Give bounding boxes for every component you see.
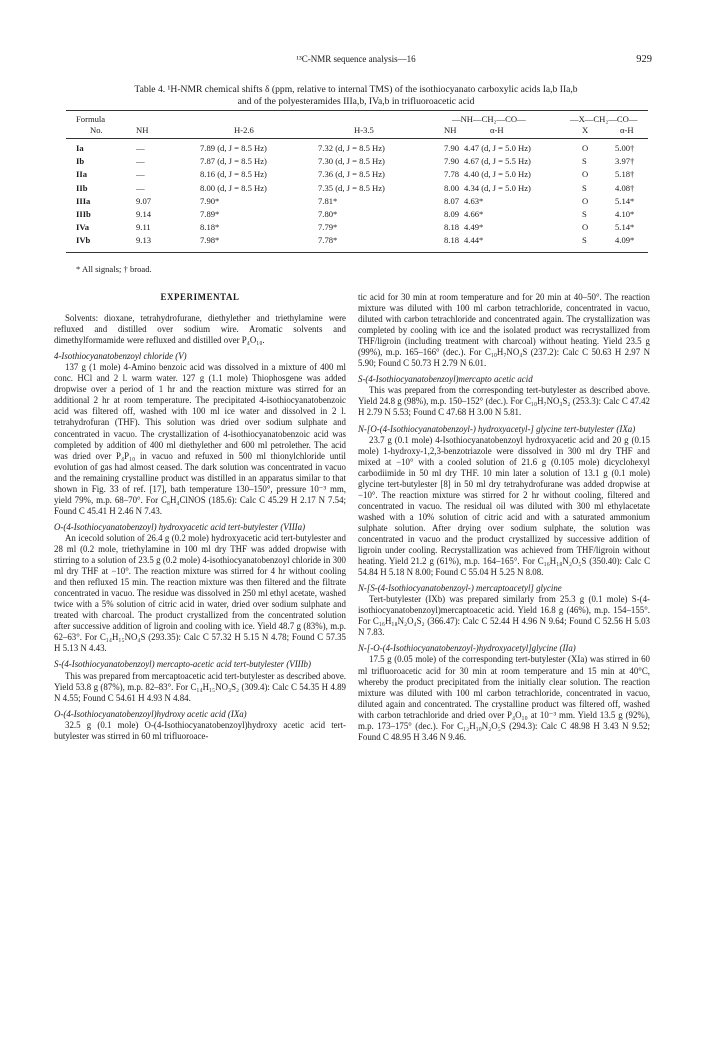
table-cell-no: IIIa bbox=[76, 195, 91, 206]
table-cell-h35: 7.81* bbox=[318, 195, 338, 206]
table-cell-nh2: 8.00 bbox=[444, 182, 460, 193]
table-cell-ah: 4.40 (d, J = 5.0 Hz) bbox=[464, 169, 531, 180]
table-footnote: * All signals; † broad. bbox=[76, 264, 152, 274]
table-header-rule bbox=[66, 138, 648, 139]
col-header-alpha-h: α-H bbox=[490, 125, 504, 135]
table-cell-no: IIa bbox=[76, 169, 87, 180]
table-cell-nh: 9.14 bbox=[136, 209, 152, 219]
table-cell-x: S bbox=[582, 235, 587, 246]
table-cell-nh2: 7.90 bbox=[444, 156, 460, 167]
table-cell-nh: 9.13 bbox=[136, 235, 152, 246]
group-header-x: —X—CH₂—CO— bbox=[570, 114, 638, 124]
table-cell-x: O bbox=[582, 169, 589, 180]
table-cell-h26: 7.89 (d, J = 8.5 Hz) bbox=[200, 143, 267, 153]
col-header-h26: H-2.6 bbox=[234, 125, 254, 135]
table-cell-h35: 7.78* bbox=[318, 235, 338, 246]
right-column bbox=[358, 292, 650, 743]
subsection-heading: N-[O-(4-Isothiocyanatobenzoyl-) hydroxyacetyl-] glycine tert-butylester (IXa) bbox=[358, 423, 636, 434]
table-cell-x: S bbox=[582, 156, 587, 167]
table-cell-ah: 4.47 (d, J = 5.0 Hz) bbox=[464, 143, 531, 153]
table-cell-ah: 4.34 (d, J = 5.0 Hz) bbox=[464, 182, 531, 193]
subsection-heading: N-[S-(4-Isothiocyanatobenzoyl-) mercaptoacetyl] glycine bbox=[358, 583, 562, 594]
table-bottom-rule bbox=[66, 252, 648, 253]
table-cell-nh: 9.11 bbox=[136, 222, 151, 233]
table-cell-nh2: 8.07 bbox=[444, 195, 460, 206]
table-cell-nh2: 7.90 bbox=[444, 143, 460, 153]
table-cell-ah: 4.44* bbox=[464, 235, 484, 246]
table-cell-h35: 7.32 (d, J = 8.5 Hz) bbox=[318, 143, 385, 153]
table-cell-h26: 8.16 (d, J = 8.5 Hz) bbox=[200, 169, 267, 180]
table-cell-ah2: 5.14* bbox=[615, 195, 635, 206]
solvents-paragraph: Solvents: dioxane, tetrahydrofurane, diethylether and triethylamine were refluxed and distilled over sodium wire. Aromatic solvents and dimethylformamide were refluxed and distilled over P₄O₁₀. bbox=[54, 313, 346, 346]
table-cell-h26: 7.87 (d, J = 8.5 Hz) bbox=[200, 156, 267, 167]
table-cell-h26: 7.90* bbox=[200, 195, 220, 206]
table-cell-no: IVa bbox=[76, 222, 90, 233]
subsection-heading: S-(4-Isothiocyanatobenzoyl)mercapto acetic acid bbox=[358, 374, 533, 385]
group-header-nh: —NH—CH₂—CO— bbox=[452, 114, 526, 124]
table-cell-h26: 7.98* bbox=[200, 235, 220, 246]
table-cell-nh: — bbox=[136, 156, 145, 167]
section-title: EXPERIMENTAL bbox=[160, 292, 240, 302]
table-cell-nh2: 8.18 bbox=[444, 235, 460, 246]
table-caption-line1: Table 4. ¹H-NMR chemical shifts δ (ppm, relative to internal TMS) of the isothiocyanato carboxylic acids Ia,b IIa,b bbox=[134, 84, 578, 95]
table-cell-nh2: 8.18 bbox=[444, 222, 460, 233]
subsection-heading: N-[-O-(4-Isothiocyanatobenzoyl-)hydroxyacetyl]glycine (IIa) bbox=[358, 643, 576, 654]
table-cell-ah: 4.66* bbox=[464, 209, 484, 219]
running-title: ¹³C-NMR sequence analysis—16 bbox=[296, 54, 416, 64]
table-cell-ah2: 4.10* bbox=[615, 209, 635, 219]
table-cell-h35: 7.30 (d, J = 8.5 Hz) bbox=[318, 156, 385, 167]
col-header-nh: NH bbox=[136, 125, 149, 135]
paragraph: Tert-butylester (IXb) was prepared similarly from 25.3 g (0.1 mole) S-(4-isothiocyanatobenzoyl)mercaptoacetic acid. Yield 16.8 g (46%), m.p. 154–155°. For C₁₆H₁₈N₂O₄S₂ (366.47): Calc C 52.44 H 4.96 N 9.64; Found C 52.56 H 5.03 N 7.83. bbox=[358, 594, 650, 638]
table-cell-ah: 4.67 (d, J = 5.5 Hz) bbox=[464, 156, 531, 167]
subsection-heading: 4-Isothiocyanatobenzoyl chloride (V) bbox=[54, 351, 187, 362]
table-cell-ah2: 3.97† bbox=[615, 156, 635, 167]
col-header-no: No. bbox=[90, 125, 103, 135]
table-cell-h35: 7.80* bbox=[318, 209, 338, 219]
table-cell-ah2: 5.00† bbox=[615, 143, 635, 153]
page-header bbox=[60, 54, 652, 68]
page-number: 929 bbox=[636, 54, 652, 65]
table-cell-x: O bbox=[582, 222, 589, 233]
col-header-h35: H-3.5 bbox=[354, 125, 374, 135]
table-cell-no: IVb bbox=[76, 235, 91, 246]
paragraph: This was prepared from mercaptoacetic acid tert-butylester as described above. Yield 53.8 g (87%), m.p. 82–83°. For C₁₄H₁₅NO₃S₂ (309.4): Calc C 54.35 H 4.89 N 4.55; Found C 54.61 H 4.93 N 4.84. bbox=[54, 670, 346, 703]
table-cell-nh: — bbox=[136, 143, 145, 153]
table-cell-nh: — bbox=[136, 169, 145, 180]
paragraph: tic acid for 30 min at room temperature and for 20 min at 40–50°. The reaction mixture was diluted with 100 ml carbon tetrachloride, concentrated in vacuo, diluted with carbon tetrachloride and concentrated again. The crystallization was completed by cooling with ice and the isolated product was recrystallized from THF/ligroin (including treatment with charcoal) without heating. Yield 23.5 g (99%), m.p. 165–166° (dec.). For C₁₀H₇NO₄S (237.2): Calc C 50.63 H 2.97 N 5.90; Found C 50.73 H 2.79 N 6.01. bbox=[358, 292, 650, 369]
table-cell-x: O bbox=[582, 195, 589, 206]
table-cell-ah2: 5.14* bbox=[615, 222, 635, 233]
table-cell-no: IIb bbox=[76, 182, 88, 193]
paragraph: 32.5 g (0.1 mole) O-(4-Isothiocyanatobenzoyl)hydroxy acetic acid tert-butylester was stirred in 60 ml trifluoroace- bbox=[54, 719, 346, 741]
table-cell-no: Ib bbox=[76, 156, 85, 167]
table-caption-line2: and of the polyesteramides IIIa,b, IVa,b in trifluoroacetic acid bbox=[237, 96, 475, 107]
table-cell-ah2: 4.09* bbox=[615, 235, 635, 246]
table-cell-nh2: 8.09 bbox=[444, 209, 460, 219]
group-header-formula: Formula bbox=[76, 114, 106, 124]
paragraph: This was prepared from the corresponding tert-butylester as described above. Yield 24.8 g (98%), m.p. 150–152° (dec.). For C₁₀H₇NO₃S₂ (253.3): Calc C 47.42 H 2.79 N 5.53; Found C 47.68 H 3.00 N 5.81. bbox=[358, 385, 650, 418]
table-cell-h35: 7.35 (d, J = 8.5 Hz) bbox=[318, 182, 385, 193]
table-top-rule bbox=[66, 110, 648, 111]
subsection-heading: O-(4-Isothiocyanatobenzoyl)hydroxy acetic acid (IXa) bbox=[54, 708, 247, 719]
paragraph: 23.7 g (0.1 mole) 4-Isothiocyanatobenzoyl hydroxyacetic acid and 20 g (0.15 mole) 1-hydroxy-1,2,3-benzotriazole were dissolved in 300 ml dry THF and mixed at −10° with a cooled solution of 21.6 g (0.105 mole) dicyclohexyl carbodiimide in 50 ml dry THF. 10 min later a solution of 13.1 g (0.1 mole) glycine tert-butylester [8] in 50 ml dry tetrahydrofurane was added dropwise at −10°. The reaction mixture was stirred for 2 hr without cooling, filtered and concentrated in vacuo. The residual oil was diluted with 300 ml ethylacetate washed with a 10% solution of citric acid and with a saturated ammonium sulphate solution. After drying over sodium sulphate, the solution was concentrated in vacuo and the product crystallized by successive addition of ligroin under cooling. Recrystallization was achieved from THF/ligroin without heating. Yield 21.2 g (61%), m.p. 164–165°. For C₁₆H₁₈N₂O₅S (350.40): Calc C 54.84 H 5.18 N 8.00; Found C 55.04 H 5.25 N 8.08. bbox=[358, 434, 650, 578]
paragraph: 17.5 g (0.05 mole) of the corresponding tert-butylester (XIa) was stirred in 60 ml trifluoroacetic acid for 30 min at room temperature and 15 min at 40°C, whereby the product precipitated from the initially clear solution. The reaction mixture was diluted with 100 ml carbon tetrachloride, concentrated in vacuo, diluted again and concentrated. The crystalline product was filtered off, washed with carbon tetrachloride and dried over P₄O₁₀ at 10⁻³ mm. Yield 13.5 g (92%), m.p. 173–175° (dec.). For C₁₂H₁₀N₂O₅S (294.3): Calc C 48.98 H 3.43 N 9.52; Found C 48.95 H 3.46 N 9.46. bbox=[358, 654, 650, 742]
table-cell-ah2: 5.18† bbox=[615, 169, 635, 180]
table-cell-ah2: 4.08† bbox=[615, 182, 635, 193]
table-cell-h26: 8.18* bbox=[200, 222, 220, 233]
col-header-nh2: NH bbox=[444, 125, 457, 135]
table-cell-x: S bbox=[582, 182, 587, 193]
table-cell-no: Ia bbox=[76, 143, 84, 153]
table-cell-h26: 7.89* bbox=[200, 209, 220, 219]
subsection-heading: S-(4-Isothiocyanatobenzoyl) mercapto-acetic acid tert-butylester (VIIIb) bbox=[54, 659, 311, 670]
paragraph: 137 g (1 mole) 4-Amino benzoic acid was dissolved in a mixture of 400 ml conc. HCl and 2 l. warm water. 127 g (1.1 mole) Thiophosgene was added dropwise over a period of 1 hr and the reaction mixture was stirred for an additional 2 hr at room temperature. The precipitated 4-isothiocyanatobenzoic acid was filtered off, washed with 100 ml ice water and dissolved in 2 l. tetrahydrofuran (THF). This solution was dried over sodium sulphate and concentrated in vacuo. The crystallization of 4-isothiocyanatobenzoic acid was completed by addition of 400 ml diethylether and 600 ml petrolether. The acid was dried over P₄P₁₀ in vacuo and refuxed in 500 ml thionylchloride until evolution of gas had almost ceased. The dark solution was concentrated in vacuo and the remaining crystalline product was distilled in an apparatus similar to that shown in Fig. 33 of ref. [17], bath temperature 130–150°, pressure 10⁻³ mm, yield 79%, m.p. 68–70°. For C₈H₄ClNOS (185.6): Calc C 45.29 H 2.17 N 7.54; Found C 45.41 H 2.46 N 7.43. bbox=[54, 362, 346, 516]
subsection-heading: O-(4-Isothiocyanatobenzoyl) hydroxyacetic acid tert-butylester (VIIIa) bbox=[54, 521, 306, 532]
col-header-alpha-h2: α-H bbox=[620, 125, 634, 135]
table-cell-h35: 7.79* bbox=[318, 222, 338, 233]
table-caption bbox=[50, 84, 662, 108]
table-cell-h26: 8.00 (d, J = 8.5 Hz) bbox=[200, 182, 267, 193]
table-cell-ah: 4.63* bbox=[464, 195, 484, 206]
table-cell-x: O bbox=[582, 143, 589, 153]
table-cell-no: IIIb bbox=[76, 209, 91, 219]
table-cell-nh2: 7.78 bbox=[444, 169, 460, 180]
table-cell-ah: 4.49* bbox=[464, 222, 484, 233]
table-cell-h35: 7.36 (d, J = 8.5 Hz) bbox=[318, 169, 385, 180]
table-cell-nh: — bbox=[136, 182, 145, 193]
table-cell-nh: 9.07 bbox=[136, 195, 152, 206]
col-header-x: X bbox=[582, 125, 589, 135]
paragraph: An icecold solution of 26.4 g (0.2 mole) hydroxyacetic acid tert-butylester and 28 ml (0.2 mole, triethylamine in 100 ml dry THF was added dropwise with stirring to a solution of 23.5 g (0.2 mole) 4-isothiocyanatobenzoyl chloride in 300 ml dry THF at −10°. The reaction mixture was stirred for 4 hr without cooling and then refluxed 15 min. The reaction mixture was then filtered and the filtrate concentrated in vacuo. The residue was dissolved in 250 ml ethyl acetate, washed twice with a 5% solution of citric acid in water, dried over sodium sulphate and treated with charcoal. The product crystallized from the concentrated solution after successive addition of ligroin and cooling with ice. Yield 48.7 g (83%), m.p. 62–63°. For C₁₄H₁₅NO₄S (293.35): Calc C 57.32 H 5.15 N 4.78; Found C 57.35 H 5.13 N 4.43. bbox=[54, 532, 346, 654]
table-cell-x: S bbox=[582, 209, 587, 219]
left-column bbox=[54, 292, 346, 742]
